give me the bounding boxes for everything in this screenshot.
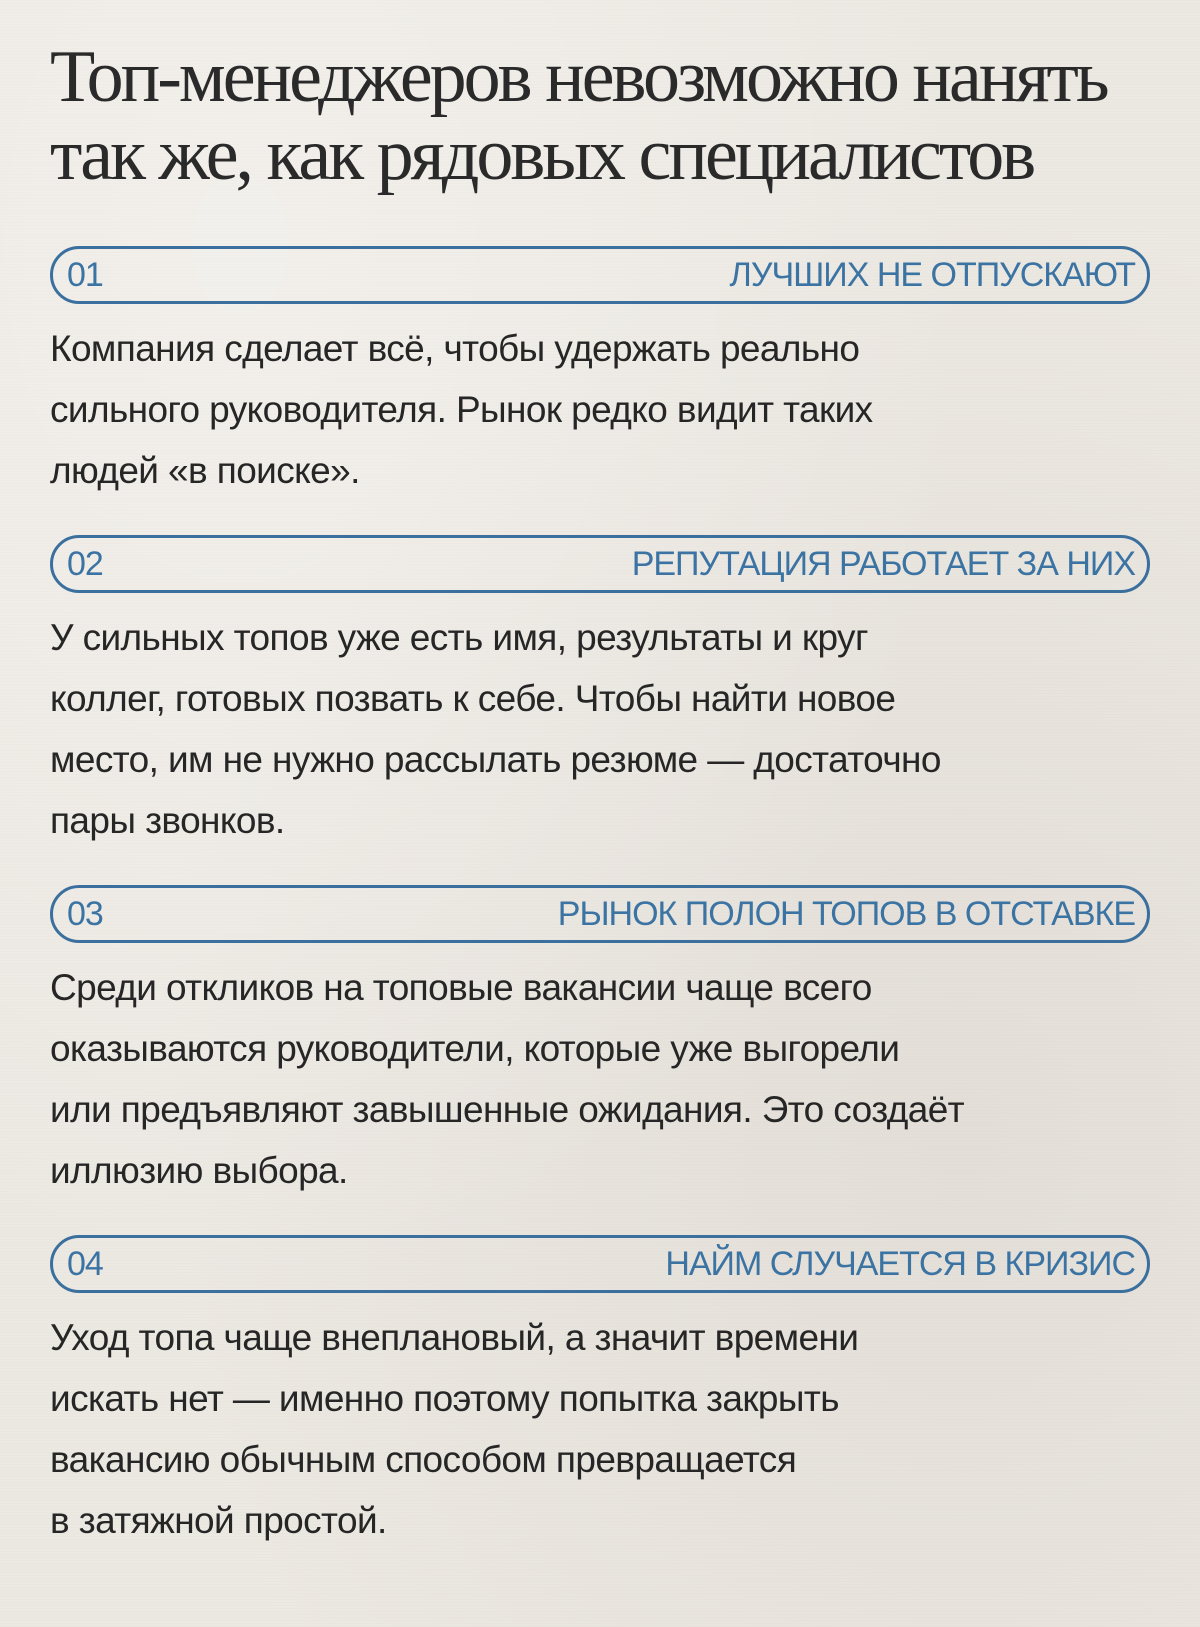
section-text [50, 318, 1150, 501]
section-heading: РЫНОК ПОЛОН ТОПОВ В ОТСТАВКЕ [557, 894, 1135, 933]
section-4 [50, 1235, 1150, 1551]
section-header-pill [50, 246, 1150, 304]
section-header-pill [50, 535, 1150, 593]
title-line-2: так же, как рядовых специалистов [50, 114, 1034, 196]
section-text [50, 1307, 1150, 1551]
text-line: людей «в поиске». [50, 450, 360, 491]
section-text [50, 607, 1150, 851]
section-text [50, 957, 1150, 1201]
text-line: вакансию обычным способом превращается [50, 1439, 797, 1480]
section-number: 03 [67, 894, 103, 933]
sections-list [50, 246, 1150, 1551]
section-header-pill [50, 1235, 1150, 1293]
page-title [50, 38, 1150, 194]
text-line: У сильных топов уже есть имя, результаты и круг [50, 617, 868, 658]
section-number: 02 [67, 544, 103, 583]
text-line: в затяжной простой. [50, 1500, 387, 1541]
section-heading: ЛУЧШИХ НЕ ОТПУСКАЮТ [729, 255, 1135, 294]
section-heading: НАЙМ СЛУЧАЕТСЯ В КРИЗИС [665, 1244, 1135, 1283]
text-line: коллег, готовых позвать к себе. Чтобы найти новое [50, 678, 896, 719]
title-line-1: Топ-менеджеров невозможно нанять [50, 36, 1107, 118]
text-line: Компания сделает всё, чтобы удержать реально [50, 328, 860, 369]
section-header-pill [50, 885, 1150, 943]
text-line: Уход топа чаще внеплановый, а значит времени [50, 1317, 859, 1358]
section-1 [50, 246, 1150, 501]
section-number: 01 [67, 255, 103, 294]
text-line: оказываются руководители, которые уже выгорели [50, 1028, 900, 1069]
text-line: место, им не нужно рассылать резюме — достаточно [50, 739, 941, 780]
text-line: иллюзию выбора. [50, 1150, 348, 1191]
section-number: 04 [67, 1244, 103, 1283]
section-heading: РЕПУТАЦИЯ РАБОТАЕТ ЗА НИХ [631, 544, 1135, 583]
text-line: сильного руководителя. Рынок редко видит таких [50, 389, 873, 430]
text-line: пары звонков. [50, 800, 285, 841]
text-line: или предъявляют завышенные ожидания. Это создаёт [50, 1089, 965, 1130]
section-2 [50, 535, 1150, 851]
text-line: искать нет — именно поэтому попытка закрыть [50, 1378, 839, 1419]
text-line: Среди откликов на топовые вакансии чаще всего [50, 967, 872, 1008]
section-3 [50, 885, 1150, 1201]
